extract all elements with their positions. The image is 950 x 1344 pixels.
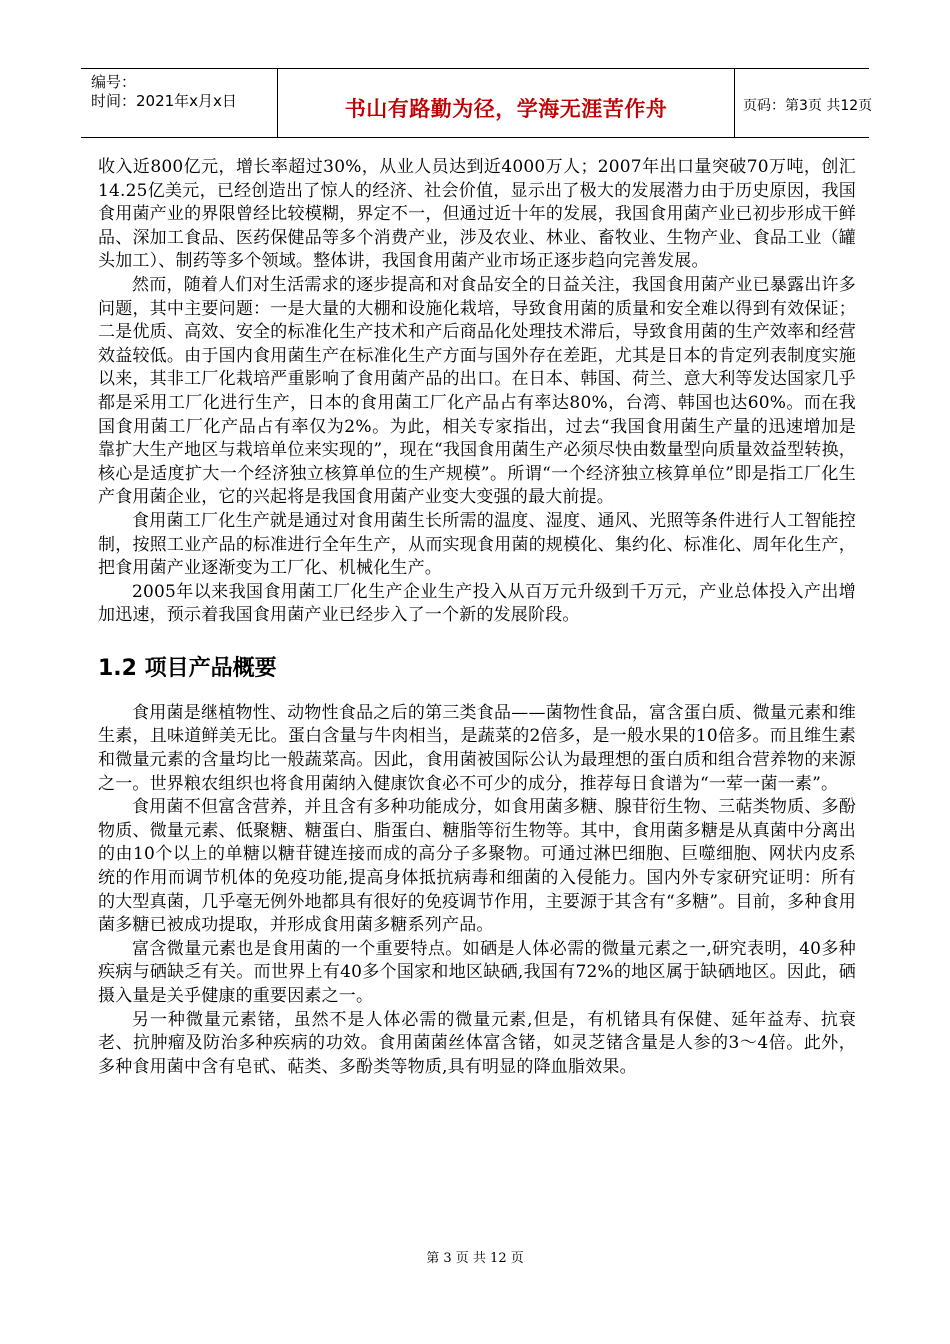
paragraph: 收入近800亿元，增长率超过30%，从业人员达到近4000万人；2007年出口量突破70万吨，创汇14.25亿美元，已经创造出了惊人的经济、社会价值，显示出了极大的发展潜力由于历史原因，我国食用菌产业的界限曾经比较模糊，界定不一，但通过近十年的发展，我国食用菌产业已初步形成干鲜品、深加工食品、医药保健品等多个消费产业，涉及农业、林业、畜牧业、生物产业、食品工业（罐头加工）、制药等多个领域。整体讲，我国食用菌产业市场正逐步趋向完善发展。: [98, 157, 856, 272]
page-header: [81, 68, 873, 138]
paragraph: 然而，随着人们对生活需求的逐步提高和对食品安全的日益关注，我国食用菌产业已暴露出许多问题，其中主要问题：一是大量的大棚和设施化栽培，导致食用菌的质量和安全难以得到有效保证；二是优质、高效、安全的标准化生产技术和产后商品化处理技术滞后，导致食用菌的生产效率和经营效益较低。由于国内食用菌生产在标准化生产方面与国外存在差距，尤其是日本的肯定列表制度实施以来，其非工厂化栽培严重影响了食用菌产品的出口。在日本、韩国、荷兰、意大利等发达国家几乎都是采用工厂化进行生产，日本的食用菌工厂化产品占有率达80%，台湾、韩国也达60%。而在我国食用菌工厂化产品占有率仅为2%。为此，相关专家指出，过去“我国食用菌生产量的迅速增加是靠扩大生产地区与栽培单位来实现的”，现在“我国食用菌生产必须尽快由数量型向质量效益型转换，核心是适度扩大一个经济独立核算单位的生产规模”。所谓“一个经济独立核算单位”即是指工厂化生产食用菌企业，它的兴起将是我国食用菌产业变大变强的最大前提。: [98, 274, 856, 508]
header-meta-cell: [81, 69, 278, 137]
paragraph: 富含微量元素也是食用菌的一个重要特点。如硒是人体必需的微量元素之一,研究表明，40多种疾病与硒缺乏有关。而世界上有40多个国家和地区缺硒,我国有72%的地区属于缺硒地区。因此，硒摄入量是关乎健康的重要因素之一。: [98, 938, 856, 1006]
header-motto: 书山有路勤为径，学海无涯苦作舟: [344, 97, 668, 121]
page-footer: 第 3 页 共 12 页: [426, 1251, 524, 1266]
document-date-label: 时间：2021年x月x日: [91, 92, 237, 110]
document-body: [98, 156, 856, 1079]
paragraph: 食用菌是继植物性、动物性食品之后的第三类食品——菌物性食品，富含蛋白质、微量元素和维生素，且味道鲜美无比。蛋白含量与牛肉相当，是蔬菜的2倍多，是一般水果的10倍多。而且维生素和微量元素的含量均比一般蔬菜高。因此，食用菌被国际公认为最理想的蛋白质和组合营养物的来源之一。世界粮农组织也将食用菌纳入健康饮食必不可少的成分，推荐每日食谱为“一荤一菌一素”。: [98, 702, 856, 794]
header-page-cell: [735, 69, 873, 137]
paragraph: 2005年以来我国食用菌工厂化生产企业生产投入从百万元升级到千万元，产业总体投入产出增加迅速，预示着我国食用菌产业已经步入了一个新的发展阶段。: [98, 581, 856, 626]
document-number-label: 编号：: [91, 73, 137, 91]
header-page-info: 页码：第3页 共12页: [743, 98, 873, 114]
header-motto-cell: [278, 69, 735, 137]
paragraph: 食用菌工厂化生产就是通过对食用菌生长所需的温度、湿度、通风、光照等条件进行人工智能控制，按照工业产品的标准进行全年生产，从而实现食用菌的规模化、集约化、标准化、周年化生产，把食用菌产业逐渐变为工厂化、机械化生产。: [98, 510, 856, 579]
paragraph: 食用菌不但富含营养，并且含有多种功能成分，如食用菌多糖、腺苷衍生物、三萜类物质、多酚物质、微量元素、低聚糖、糖蛋白、脂蛋白、糖脂等衍生物等。其中，食用菌多糖是从真菌中分离出的由10个以上的单糖以糖苷键连接而成的高分子多聚物。可通过淋巴细胞、巨噬细胞、网状内皮系统的作用而调节机体的免疫功能,提高身体抵抗病毒和细菌的入侵能力。国内外专家研究证明：所有的大型真菌，几乎毫无例外地都具有很好的免疫调节作用，主要源于其含有“多糖”。目前，多种食用菌多糖已被成功提取，并形成食用菌多糖系列产品。: [98, 797, 856, 936]
section-heading: 1.2 项目产品概要: [98, 655, 277, 681]
paragraph: 另一种微量元素锗，虽然不是人体必需的微量元素,但是，有机锗具有保健、延年益寿、抗衰老、抗肿瘤及防治多种疾病的功效。食用菌菌丝体富含锗，如灵芝锗含量是人参的3～4倍。此外，多种食用菌中含有皂甙、萜类、多酚类等物质,具有明显的降血脂效果。: [98, 1009, 856, 1077]
